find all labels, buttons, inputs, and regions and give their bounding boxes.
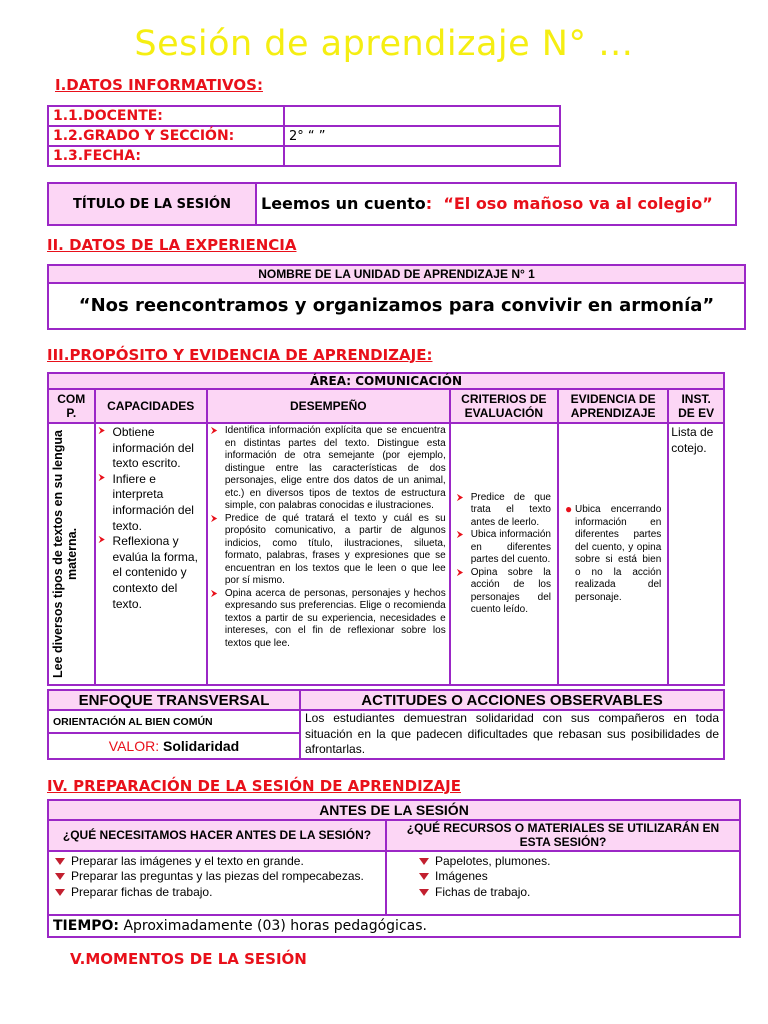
list-item: Preparar fichas de trabajo.: [53, 885, 381, 901]
list-item: ⮞ Predice de que trata el texto antes de leerlo.: [457, 492, 551, 530]
actitud-text: Los estudiantes demuestran solidaridad con sus compañeros en toda situación en la que padecen dificultades que rebasan sus posibilidades de afrontarlas.: [300, 710, 724, 759]
header-desempeno: DESEMPEÑO: [207, 389, 450, 423]
fecha-value: [284, 146, 560, 166]
list-item: ⮞ Ubica información en diferentes partes del cuento.: [457, 529, 551, 567]
header-evidencia: EVIDENCIA DE APRENDIZAJE: [558, 389, 668, 423]
titulo-colon: :: [425, 194, 433, 214]
section-preparacion: IV. PREPARACIÓN DE LA SESIÓN DE APRENDIZAJE: [47, 777, 461, 795]
table-row: [48, 146, 560, 166]
area-table: [47, 372, 725, 686]
antes-table: [47, 799, 741, 938]
list-item: Preparar las preguntas y las piezas del rompecabezas.: [53, 869, 381, 885]
section-datos-experiencia: II. DATOS DE LA EXPERIENCIA: [47, 236, 297, 254]
header-criterios: CRITERIOS DE EVALUACIÓN: [450, 389, 558, 423]
q-recursos: ¿QUÉ RECURSOS O MATERIALES SE UTILIZARÁN EN ESTA SESIÓN?: [386, 820, 740, 851]
section-momentos: V.MOMENTOS DE LA SESIÓN: [70, 950, 307, 968]
table-row: [48, 106, 560, 126]
criterios-list: [457, 492, 551, 617]
list-item: ⮞ Infiere e interpreta información del texto.: [99, 472, 203, 534]
titulo-lead: Leemos un cuento: [261, 194, 426, 214]
page-title: Sesión de aprendizaje N° …: [134, 24, 634, 64]
capacidades-list: [99, 425, 203, 612]
desempenos-list: [211, 425, 446, 650]
list-item: Fichas de trabajo.: [417, 885, 709, 901]
titulo-value: [256, 183, 736, 225]
list-item: ⮞ Opina sobre la acción de los personajes del cuento leído.: [457, 567, 551, 617]
list-item: Papelotes, plumones.: [417, 854, 709, 870]
list-item: ⮞ Predice de qué tratará el texto y cuál es su propósito comunicativo, a partir de algunos indicios, como título, ilustraciones, silueta, formato, palabras, frases y expresiones que se encuentran en los textos que le leen o que lee por sí mismo.: [211, 513, 446, 588]
section-datos-informativos: I.DATOS INFORMATIVOS:: [55, 76, 263, 94]
unidad-table: [47, 264, 746, 330]
hacer-list: [53, 854, 381, 901]
fecha-label: 1.3.FECHA:: [48, 146, 284, 166]
header-inst: INST. DE EV: [668, 389, 724, 423]
q-hacer: ¿QUÉ NECESITAMOS HACER ANTES DE LA SESIÓN?: [48, 820, 386, 851]
titulo-story: “El oso mañoso va al colegio”: [443, 194, 713, 214]
valor-label: VALOR:: [108, 738, 160, 754]
datos-table: [47, 105, 561, 167]
evidencia-text: Ubica encerrando información en diferentes partes del cuento, y opina sobre si está bien o no la acción realizada del personaje.: [574, 504, 662, 603]
list-item: ⮞ Opina acerca de personas, personajes y hechos expresando sus preferencias. Elige o recomienda textos a partir de su experiencia, necesidades e intereses, con el fin de reflexionar sobre los textos que lee.: [211, 588, 446, 651]
docente-value: [284, 106, 560, 126]
tiempo-value: Aproximadamente (03) horas pedagógicas.: [123, 917, 427, 934]
recursos-list: [417, 854, 709, 901]
unidad-label: NOMBRE DE LA UNIDAD DE APRENDIZAJE N° 1: [48, 265, 745, 283]
valor-cell: [48, 733, 300, 759]
enfoque-table: [47, 689, 725, 760]
grado-value: 2° “ ”: [284, 126, 560, 146]
actitudes-header: ACTITUDES O ACCIONES OBSERVABLES: [300, 690, 724, 710]
titulo-sesion-table: [47, 182, 737, 226]
orientacion: ORIENTACIÓN AL BIEN COMÚN: [48, 710, 300, 733]
antes-header: ANTES DE LA SESIÓN: [48, 800, 740, 820]
bullet-icon: ●: [564, 502, 573, 516]
header-comp: COM P.: [48, 389, 95, 423]
enfoque-header: ENFOQUE TRANSVERSAL: [48, 690, 300, 710]
list-item: ⮞ Reflexiona y evalúa la forma, el contenido y contexto del texto.: [99, 534, 203, 612]
tiempo-label: TIEMPO:: [53, 917, 120, 934]
titulo-label: TÍTULO DE LA SESIÓN: [48, 183, 256, 225]
list-item: Imágenes: [417, 869, 709, 885]
table-row: [48, 126, 560, 146]
list-item: Preparar las imágenes y el texto en grande.: [53, 854, 381, 870]
grado-label: 1.2.GRADO Y SECCIÓN:: [48, 126, 284, 146]
docente-label: 1.1.DOCENTE:: [48, 106, 284, 126]
list-item: ⮞ Identifica información explícita que se encuentra en distintas partes del texto. Distingue esta información de otra semejante (por ejemplo, distingue entre las características de dos personajes, elige entre dos datos de un animal, etc.) en diversos tipos de textos de estructura simple, con palabras conocidas e ilustraciones.: [211, 425, 446, 513]
valor-value: Solidaridad: [162, 738, 240, 754]
tiempo-row: [48, 915, 740, 937]
instrumento: Lista de cotejo.: [668, 423, 724, 685]
area-label: ÁREA: COMUNICACIÓN: [48, 373, 724, 389]
section-proposito: III.PROPÓSITO Y EVIDENCIA DE APRENDIZAJE:: [47, 346, 433, 364]
list-item: ⮞ Obtiene información del texto escrito.: [99, 425, 203, 472]
evidencia-item: [565, 504, 661, 604]
unidad-name: “Nos reencontramos y organizamos para convivir en armonía”: [48, 283, 745, 329]
competencia: Lee diversos tipos de textos en su lengua materna.: [51, 430, 79, 678]
header-capacidades: CAPACIDADES: [95, 389, 207, 423]
